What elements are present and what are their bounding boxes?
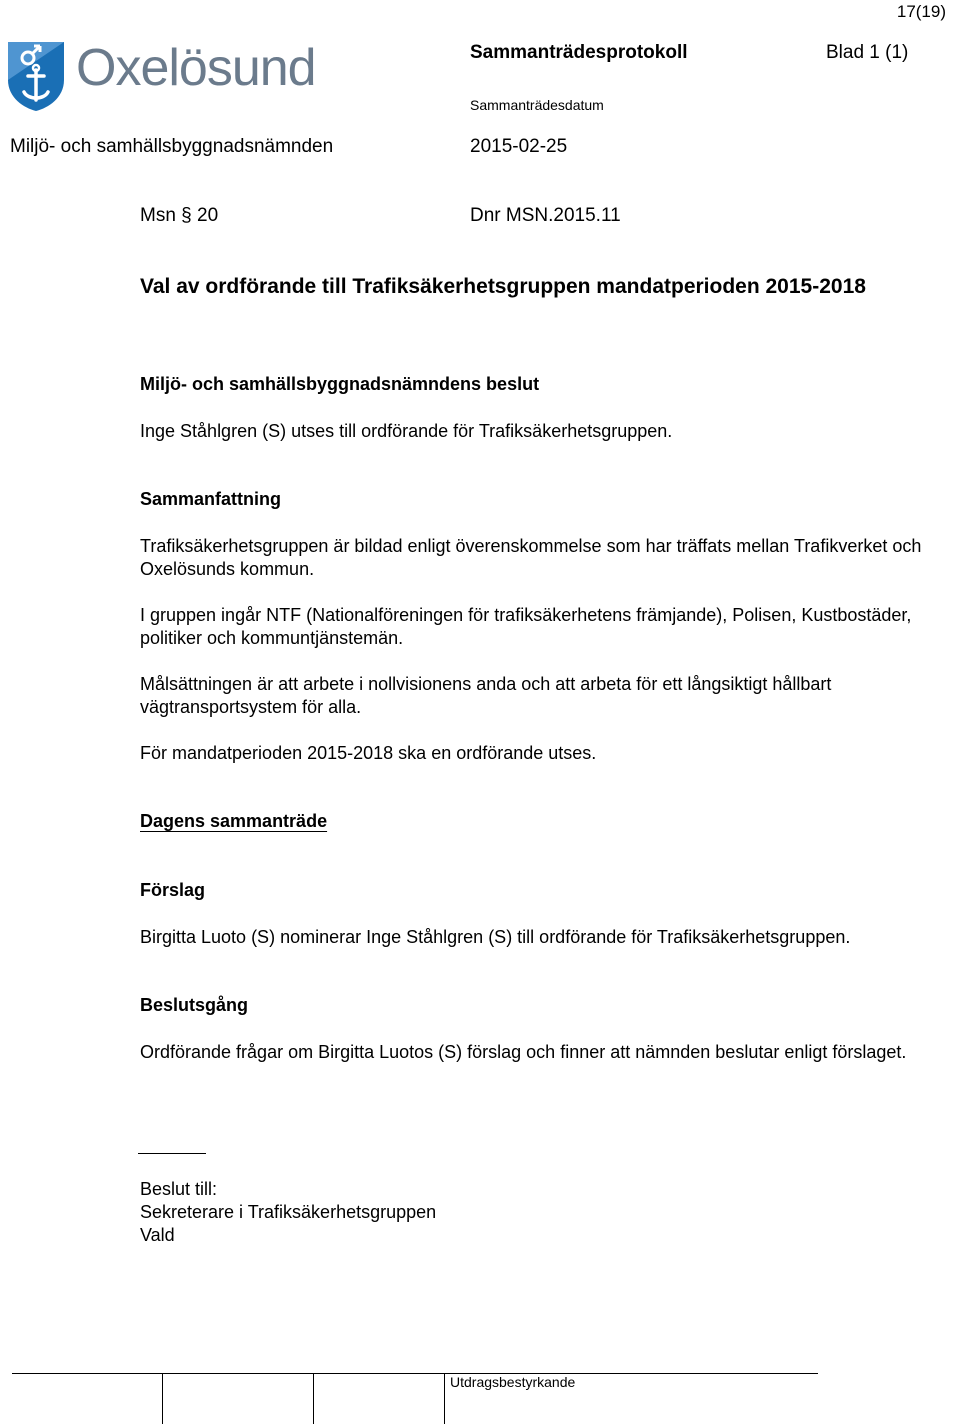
decision-text: Inge Ståhlgren (S) utses till ordförande för Trafiksäkerhetsgruppen. [140, 421, 673, 441]
separator-line [138, 1153, 206, 1154]
municipal-shield-icon [6, 40, 66, 112]
proposal-text: Birgitta Luoto (S) nominerar Inge Ståhlgren (S) till ordförande för Trafiksäkerhetsgruppen. [140, 927, 851, 947]
logo-wordmark: Oxelösund [76, 39, 316, 97]
distribution-item: Sekreterare i Trafiksäkerhetsgruppen [140, 1202, 437, 1222]
summary-paragraph: I gruppen ingår NTF (Nationalföreningen för trafiksäkerhetens främjande), Polisen, Kustbostäder, politiker och kommuntjänstemän. [140, 605, 912, 648]
footer-rule [12, 1373, 818, 1374]
procedure-text: Ordförande frågar om Birgitta Luotos (S) förslag och finner att nämnden beslutar enligt förslaget. [140, 1042, 907, 1062]
meeting-date-label: Sammanträdesdatum [470, 97, 604, 113]
case-number: Dnr MSN.2015.11 [470, 205, 621, 226]
committee-name: Miljö- och samhällsbyggnadsnämnden [10, 136, 334, 157]
signature-box-divider [313, 1373, 314, 1424]
summary-paragraph: Trafiksäkerhetsgruppen är bildad enligt överenskommelse som har träffats mellan Trafikverket och Oxelösunds kommun. [140, 536, 922, 579]
document-type: Sammanträdesprotokoll [470, 42, 688, 63]
procedure-heading: Beslutsgång [140, 995, 249, 1015]
document-title: Val av ordförande till Trafiksäkerhetsgruppen mandatperioden 2015-2018 [140, 275, 866, 298]
summary-heading: Sammanfattning [140, 489, 282, 509]
attestation-label: Utdragsbestyrkande [450, 1374, 576, 1390]
summary-paragraph: Målsättningen är att arbete i nollvisionens anda och att arbeta för ett långsiktigt hållbart vägtransportsystem för alla. [140, 674, 832, 717]
sheet-number: Blad 1 (1) [826, 42, 909, 63]
paragraph-reference: Msn § 20 [140, 205, 219, 226]
signature-box-divider [444, 1373, 445, 1424]
summary-paragraph: För mandatperioden 2015-2018 ska en ordförande utses. [140, 743, 597, 763]
page-number: 17(19) [896, 2, 946, 21]
meeting-date: 2015-02-25 [470, 136, 568, 157]
meeting-heading: Dagens sammanträde [140, 811, 328, 831]
signature-box-divider [162, 1373, 163, 1424]
decision-heading: Miljö- och samhällsbyggnadsnämndens beslut [140, 374, 540, 394]
distribution-item: Vald [140, 1225, 175, 1245]
oxelosund-logo [6, 40, 318, 116]
distribution-label: Beslut till: [140, 1179, 218, 1199]
proposal-heading: Förslag [140, 880, 206, 900]
